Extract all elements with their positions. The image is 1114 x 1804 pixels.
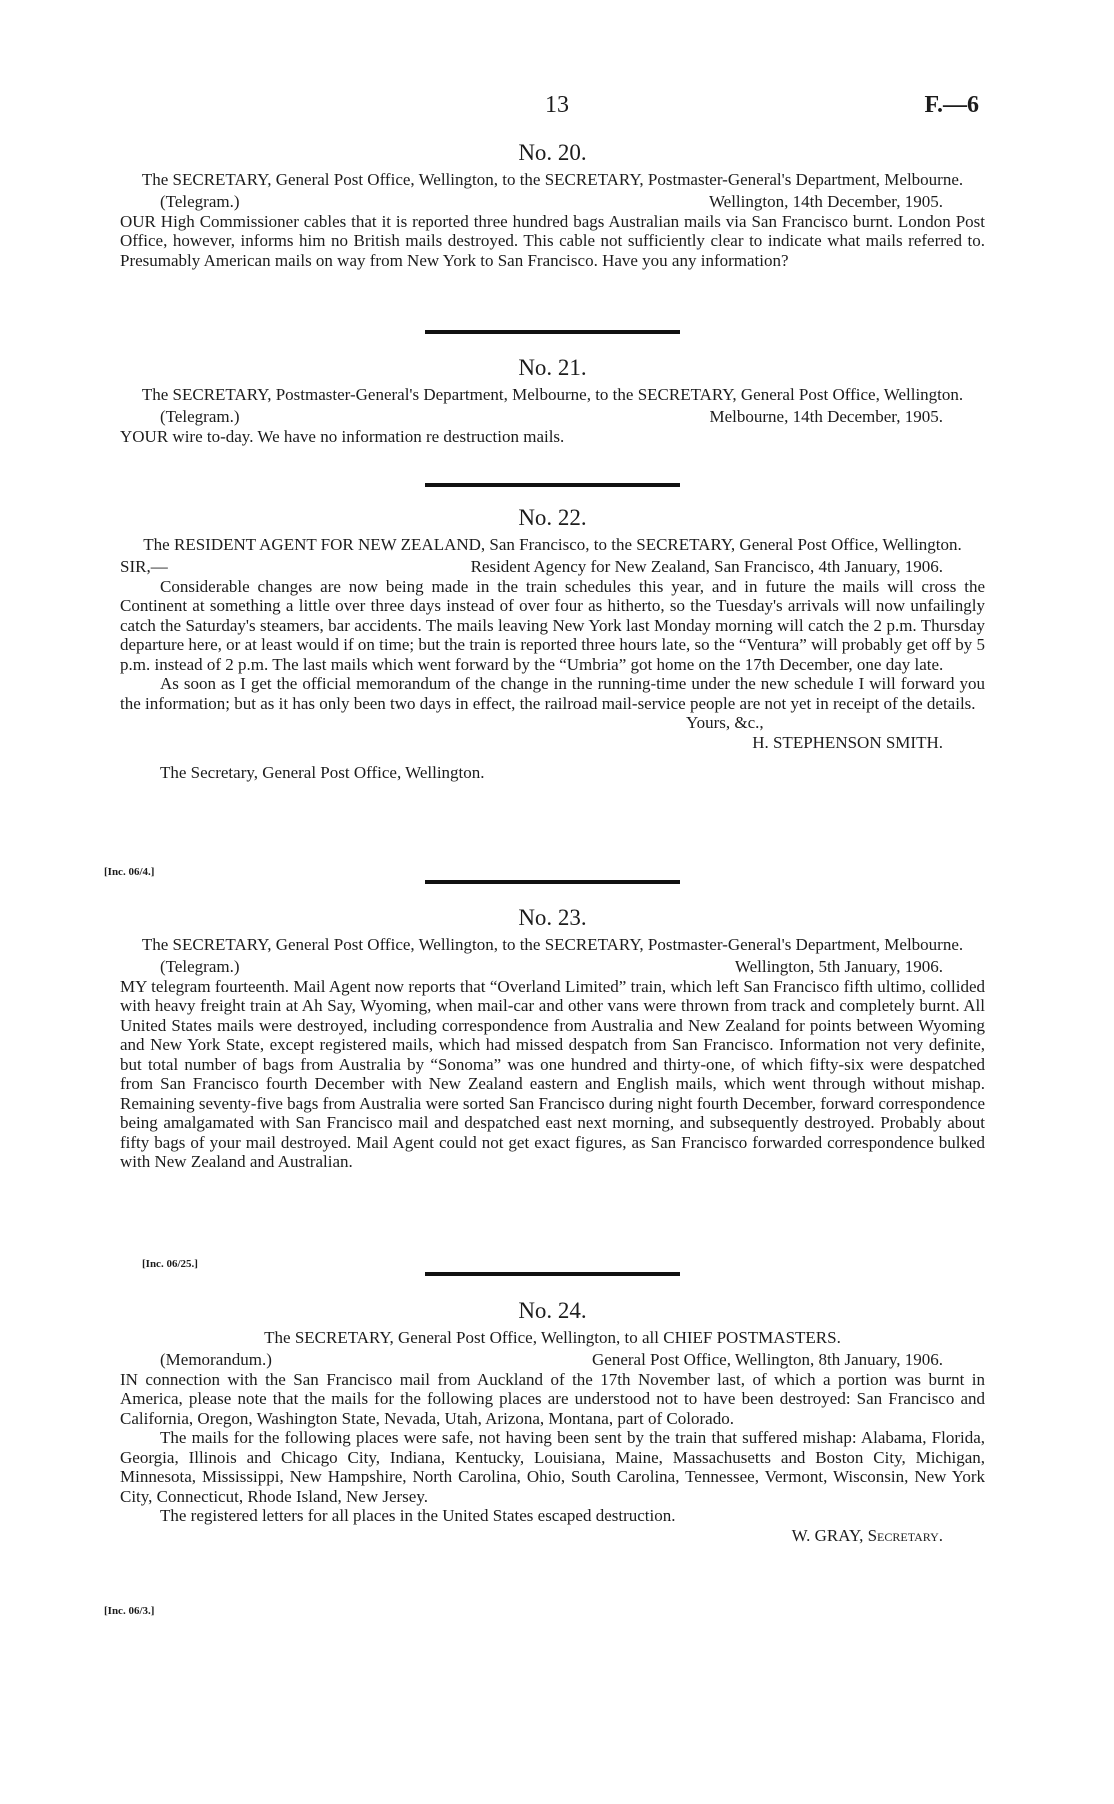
- closing-line: [120, 713, 985, 733]
- signature: H. STEPHENSON SMITH.: [752, 733, 943, 752]
- message-21: [120, 355, 985, 446]
- message-body: YOUR wire to-day. We have no information re destruction mails.: [120, 426, 565, 446]
- section-divider: [425, 880, 680, 884]
- paragraph: Considerable changes are now being made in the train schedules this year, and in future the mails will cross the Continent at something a little over three days instead of over four as hitherto, so the Tuesday's arrivals will now unfailingly catch the Saturday's steamers, bar accidents. The mails leaving New York last Monday morning will catch the 2 p.m. Thursday departure here, or at least would if on time; but the train is reported three hours late, so the “Ventura” will probably get off by 5 p.m. instead of 2 p.m. The last mails which went forward by the “Umbria” got home on the 17th December, one day late.: [120, 576, 985, 674]
- message-number: No. 23.: [518, 905, 587, 930]
- paragraph: The mails for the following places were safe, not having been sent by the train that suffered mishap: Alabama, Florida, Georgia, Illinois and Chicago City, Indiana, Kentucky, Louisiana, Maine, Massachusetts and Boston City, Michigan, Minnesota, Mississippi, New Hampshire, North Carolina, Ohio, South Carolina, Tennessee, Vermont, Wisconsin, New York City, Connecticut, Rhode Island, New Jersey.: [120, 1428, 985, 1506]
- message-kind: (Telegram.): [160, 191, 240, 211]
- signature-line: [120, 733, 985, 753]
- message-kind: (Telegram.): [160, 406, 240, 426]
- message-heading: The SECRETARY, General Post Office, Wellington, to the SECRETARY, Postmaster-General's Department, Melbourne.: [141, 935, 964, 954]
- inclosure-ref: [Inc. 06/25.]: [142, 1258, 198, 1270]
- page-number: 13: [545, 92, 569, 118]
- message-22: [120, 505, 985, 783]
- addressee: The Secretary, General Post Office, Wellington.: [160, 763, 485, 782]
- salutation-line: [120, 557, 985, 577]
- telegram-line: [120, 407, 985, 427]
- salutation: SIR,—: [120, 556, 168, 576]
- memorandum-line: [120, 1350, 985, 1370]
- paragraph: IN connection with the San Francisco mail from Auckland of the 17th November last, of which a portion was burnt in America, please note that the mails for the following places are understood not to have been destroyed: San Francisco and California, Oregon, Washington State, Nevada, Utah, Arizona, Montana, part of Colorado.: [120, 1369, 985, 1428]
- message-23: [120, 905, 985, 1172]
- inclosure-ref: [Inc. 06/4.]: [104, 866, 155, 878]
- message-number: No. 22.: [518, 505, 587, 530]
- paragraph: As soon as I get the official memorandum of the change in the running-time under the new schedule I will forward you the information; but as it has only been two days in effect, the railroad mail-service people are not yet in receipt of the details.: [120, 674, 985, 713]
- signature: W. GRAY, Secretary.: [791, 1525, 943, 1545]
- document-reference: F.—6: [924, 92, 979, 118]
- message-body: OUR High Commissioner cables that it is reported three hundred bags Australian mails via San Francisco burnt. London Post Office, however, informs him no British mails destroyed. This cable not sufficiently clear to indicate what mails referred to. Presumably American mails on way from New York to San Francisco. Have you any information?: [120, 211, 985, 270]
- telegram-line: [120, 957, 985, 977]
- closing: Yours, &c.,: [686, 713, 764, 732]
- signature-line: [120, 1526, 985, 1546]
- message-body: MY telegram fourteenth. Mail Agent now reports that “Overland Limited” train, which left San Francisco fifth ultimo, collided with heavy freight train at Ah Say, Wyoming, when mail-car and other vans were thrown from track and completely burnt. All United States mails were destroyed, including correspondence from Australia and New Zealand for points between Wyoming and New York State, except registered mails, which had missed despatch from San Francisco. Information not very definite, but total number of bags from Australia by “Sonoma” was one hundred and thirty-one, of which fifty-six were despatched from San Francisco fourth December with New Zealand eastern and English mails, which went through without mishap. Remaining seventy-five bags from Australia were sorted San Francisco during night fourth December, forward correspondence being amalgamated with San Francisco mail and despatched east next morning, and subsequently destroyed. Probably about fifty bags of your mail destroyed. Mail Agent could not get exact figures, as San Francisco forwarded correspondence bulked with New Zealand and Australian.: [120, 976, 985, 1171]
- message-number: No. 20.: [518, 140, 587, 165]
- place-date: Melbourne, 14th December, 1905.: [709, 406, 943, 426]
- message-heading: The SECRETARY, General Post Office, Wellington, to all CHIEF POSTMASTERS.: [264, 1328, 841, 1347]
- message-number: No. 21.: [518, 355, 587, 380]
- paragraph: The registered letters for all places in the United States escaped destruction.: [160, 1506, 676, 1525]
- message-number: No. 24.: [518, 1298, 587, 1323]
- place-date: General Post Office, Wellington, 8th January, 1906.: [592, 1349, 943, 1369]
- telegram-line: [120, 192, 985, 212]
- section-divider: [425, 330, 680, 334]
- message-heading: The SECRETARY, Postmaster-General's Department, Melbourne, to the SECRETARY, General Post Office, Wellington.: [141, 385, 964, 404]
- section-divider: [425, 1272, 680, 1276]
- place-date: Resident Agency for New Zealand, San Francisco, 4th January, 1906.: [470, 556, 943, 576]
- message-heading: The RESIDENT AGENT FOR NEW ZEALAND, San Francisco, to the SECRETARY, General Post Office, Wellington.: [143, 535, 962, 554]
- message-kind: (Memorandum.): [160, 1349, 272, 1369]
- place-date: Wellington, 14th December, 1905.: [708, 191, 943, 211]
- message-24: [120, 1298, 985, 1546]
- place-date: Wellington, 5th January, 1906.: [734, 956, 943, 976]
- message-kind: (Telegram.): [160, 956, 240, 976]
- message-heading: The SECRETARY, General Post Office, Wellington, to the SECRETARY, Postmaster-General's Department, Melbourne.: [141, 170, 964, 189]
- message-20: [120, 140, 985, 270]
- inclosure-ref: [Inc. 06/3.]: [104, 1605, 155, 1617]
- section-divider: [425, 483, 680, 487]
